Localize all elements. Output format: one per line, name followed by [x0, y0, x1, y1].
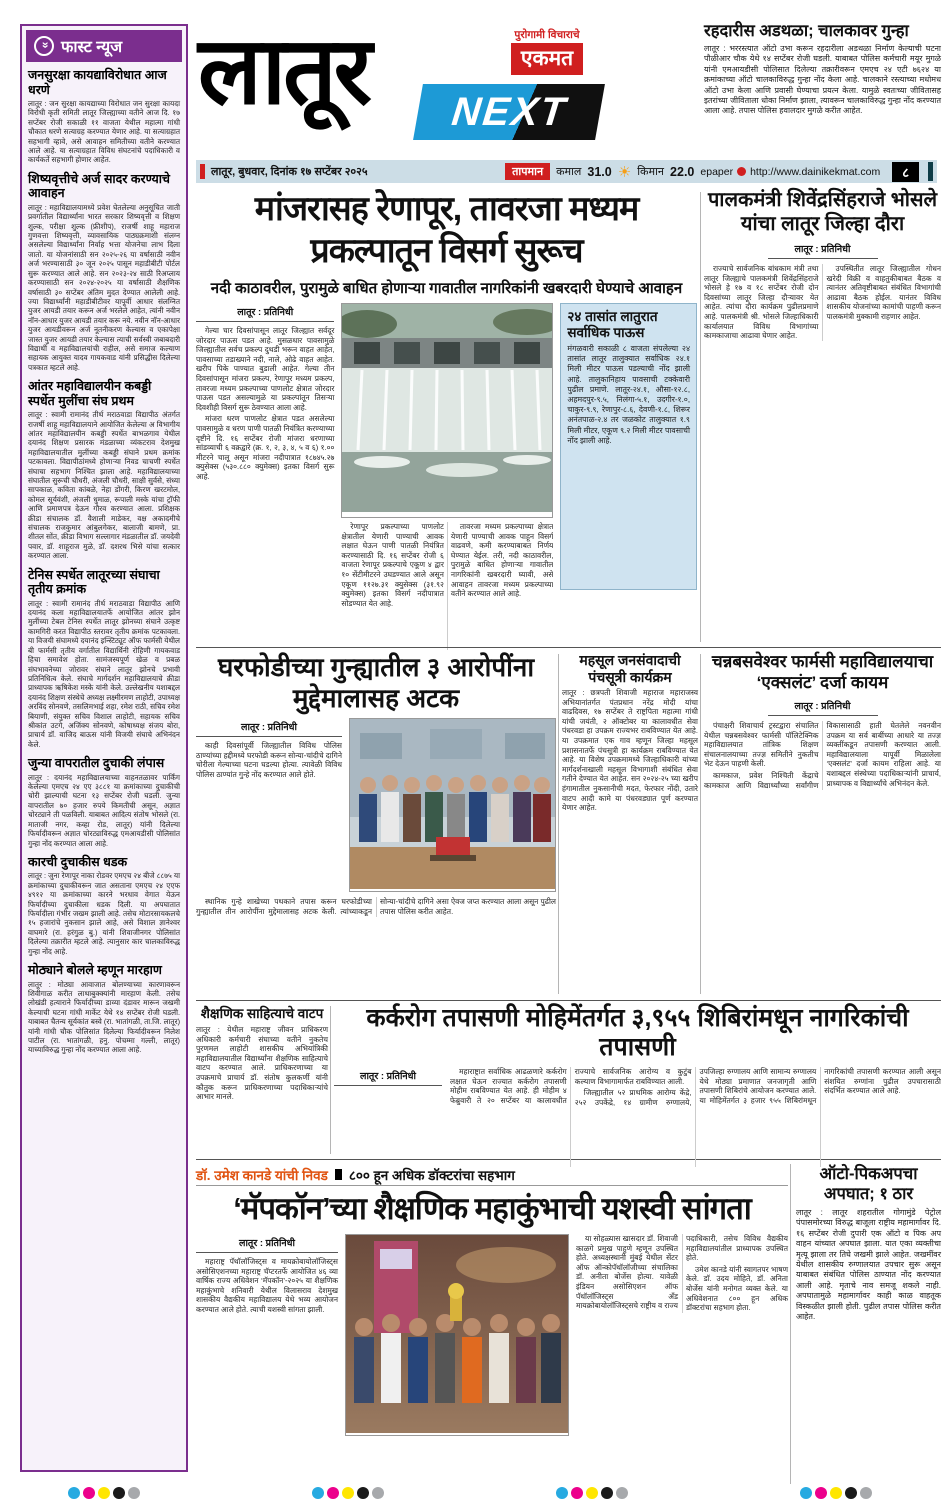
column-rule — [790, 1164, 791, 1484]
print-mark-dot — [68, 1487, 80, 1499]
fast-news-title: फास्ट न्यूज — [61, 39, 123, 56]
fast-news-header — [26, 30, 182, 62]
mapcon-ceremony-photo — [345, 1234, 569, 1436]
cancer-screening-article — [334, 1004, 941, 1156]
byline: लातूर : प्रतिनिधी — [334, 1067, 442, 1086]
article-body-bottom: स्थानिक गुन्हे शाखेच्या पथकाने तपास करून घरफोडीच्या गुन्ह्यातील तीन आरोपींना मुद्देमालासह अटक केली. त्यांच्याकडून सोन्या-चांदीचे दागिने असा ऐवज जप्त करण्यात आला असून पुढील तपास पोलिस करीत आहेत. — [196, 897, 556, 916]
article-headline: चन्नबसवेश्वर फार्मसी महाविद्यालयाचा ‘एक्सलंट’ दर्जा कायम — [711, 652, 934, 692]
article-title: आंतर महाविद्यालयीन कबड्डी स्पर्धेत मुलींचा संघ प्रथम — [28, 379, 152, 408]
article-headline: रहदारीस अडथळा; चालकावर गुन्हा — [704, 22, 909, 40]
print-mark-dot — [571, 1487, 583, 1499]
article-title: टेनिस स्पर्धेत लातूरच्या संघाचा तृतीय क्रमांक — [28, 567, 160, 597]
print-mark-dot — [556, 1487, 568, 1499]
dam-photo — [341, 303, 553, 518]
fast-news-article — [28, 568, 180, 750]
print-mark-dot — [128, 1487, 140, 1499]
byline: लातूर : प्रतिनिधी — [768, 697, 878, 716]
byline: लातूर : प्रतिनिधी — [768, 240, 878, 259]
brand-logo: एकमत — [511, 43, 583, 75]
article-body: लातूर : स्वामी रामानंद तीर्थ मराठवाडा विद्यापीठ आणि दयानंद कला महाविद्यालयातर्फे आयोजित आंतर झोन मुलींच्या टेबल टेनिस स्पर्धेत लातूर झोनच्या संघाने उत्कृष्ट कामगिरी करत विद्यापीठ स्तरावर तृतीय क्रमांक पटकावला. या विजयी संघामध्ये दयानंद इन्स्टिट्यूट ऑफ फार्मसी येथील बी फार्मसी तृतीय वर्गातील विद्यार्थिनी रोहिणी गायकवाड हिचा समावेश होता. सामंजस्यपूर्ण खेळ व प्रबळ संघभावनेच्या जोरावर संघाने लातूर झोनचे प्रभावी प्रतिनिधित्व केले. संघाचे मार्गदर्शन महाविद्यालयाचे क्रीडा प्राध्यापक ऋषिकेश मस्के यांनी केले. उल्लेखनीय यशाबद्दल दयानंद शिक्षण संस्थेचे अध्यक्ष लक्ष्मीरमण लाहोटी, उपाध्यक्ष अरविंद सोनवणे, तसलिमभाई शहा, रमेश राठी, सचिव रमेश बियाणी, संयुक्त सचिव विशाल लाहोटी, सहायक सचिव श्रीकांत उटगे, अजिंक्य सोनवणे, कोषाध्यक्ष संजय बोरा, प्राचार्य डॉ. वाजिद बाऊस यांनी विजयी संघाचे अभिनंदन केले. — [28, 598, 180, 749]
print-mark-dot — [312, 1487, 324, 1499]
article-title: कारची दुचाकीस धडक — [28, 854, 128, 869]
article-body: लातूर : भररस्त्यात ऑटो उभा करून रहदारीला अडथळा निर्माण केल्याची घटना पौळीआर चौक येथे १४ सप्टेंबर रोजी घडली. याबाबत पोलिस कर्मचारी मयूर मुगळे यांनी एमआयडीसी पोलिसात दिलेल्या तक्रारीवरून एमएच २४ एटी ७६२४ या क्रमांकाच्या ऑटो चालकाविरुद्ध गुन्हा नोंद केला आहे. चालकाने रस्त्याच्या मधोमध ऑटो उभा केला आणि प्रवासी घेण्याचा प्रयत्न केला. यामुळे स्वतःच्या जीवितासह इतरांच्या जीविताला धोका निर्माण झाला, त्यावरून चालकाविरुद्ध गुन्हा नोंद करण्यात आला आहे. तपास पोलिस हवालदार मुगळे करीत आहेत. — [704, 44, 941, 116]
sun-icon: ☀ — [617, 163, 632, 181]
column-rule — [700, 654, 701, 994]
masthead — [196, 20, 700, 158]
article-body: लातूर : येथील महाराष्ट्र जीवन प्राधिकरण अधिकारी कर्मचारी संघाच्या वतीने नुकतेच पुरणमल लाहोटी शासकीय अभियांत्रिकी महाविद्यालयातील विद्यार्थ्यांना शैक्षणिक साहित्याचे वाटप करण्यात आले. प्राधिकरणाच्या या उपक्रमाचे प्राचार्य डॉ. संतोष कुलकर्णी यांनी कौतुक करून प्राधिकरणाच्या पदाधिकाऱ्यांचे आभार मानले. — [196, 1025, 328, 1102]
article-body: महाराष्ट्रात सर्वाधिक आढळणारे कर्करोग लक्षात घेऊन राज्यात कर्करोग तपासणी मोहीम राबविण्यात येत आहे. ही मोहीम ४ फेब्रुवारी ते २० सप्टेंबर या कालावधीत राज्याचे सार्वजनिक आरोग्य व कुटुंब कल्याण विभागामार्फत राबविण्यात आली. जिल्ह्यातील ५२ प्राथमिक आरोग्य केंद्रे, २५२ उपकेंद्रे, १४ ग्रामीण रुग्णालये, उपजिल्हा रुग्णालय आणि सामान्य रुग्णालय येथे मोठ्या प्रमाणात जनजागृती आणि तपासणी शिबिरांचे आयोजन करण्यात आले. या मोहिमेंतर्गत ३ हजार ९५५ शिबिरांमधून नागरिकांची तपासणी करण्यात आली असून संशयित रुग्णांना पुढील उपचारासाठी संदर्भित करण्यात आले आहे. — [450, 1067, 941, 1107]
print-mark-dot — [830, 1487, 842, 1499]
print-marks-group — [68, 1487, 140, 1499]
print-mark-dot — [800, 1487, 812, 1499]
print-marks-group — [312, 1487, 384, 1499]
print-mark-dot — [815, 1487, 827, 1499]
newspaper-title: लातूर — [198, 18, 370, 123]
epaper-label: epaper — [700, 165, 734, 178]
brand-block — [488, 28, 606, 75]
article-headline: कर्करोग तपासणी मोहिमेंतर्गत ३,९५५ शिबिरांमधून नागरिकांची तपासणी — [366, 1004, 909, 1061]
min-temp-label: किमान — [637, 166, 665, 178]
double-chevron-icon: « — [34, 36, 54, 56]
lead-body-under-photo: रेणापूर प्रकल्पाच्या पाणलोट क्षेत्रातील येणारी पाण्याची आवक लक्षात घेऊन पाणी पातळी नियंत्रित करण्यासाठी दि. १६ सप्टेंबर रोजी ६ वाजता रेणापूर प्रकल्पाचे एकूण ४ द्वार १० सेंटीमीटरने उघडण्यात आले असून एकूण ११२७.३१ क्युसेक्स (३१.९२ क्युमेक्स) इतका विसर्ग नदीपात्रात सोडण्यात येत आहे. तावरजा मध्यम प्रकल्पाच्या क्षेत्रात येणारी पाण्याची आवक पाहून विसर्ग वाढवणे, कमी करण्याबाबत निर्णय घेण्यात येईल. तरी, नदी काठावरील, पुरामुळे बाधित होणाऱ्या गावातील नागरिकांनी खबरदारी घ्यावी, असे आवाहन तावरजा मध्यम प्रकल्पाच्या वतीने करण्यात आले आहे. — [341, 522, 554, 608]
column-rule — [558, 654, 559, 994]
min-temp-value: 22.0 — [670, 164, 695, 179]
auto-accident-article — [796, 1164, 941, 1486]
article-headline: महसूल जनसंवादाची पंचसूत्री कार्यक्रम — [579, 652, 681, 685]
article-body: पंचाक्षरी शिवाचार्य ट्रस्टद्वारा संचालित येथील चन्नबसवेश्वर फार्मसी पॉलिटेक्निक महाविद्यालयात तांत्रिक शिक्षण संचालनालयाच्या तज्ज्ञ समितीने नुकतीच भेट देऊन पाहणी केली. कामकाज, प्रवेश निश्चिती केंद्राचे कामकाज आणि विद्यार्थ्यांच्या सर्वांगीण विकासासाठी हाती घेतलेले नवनवीन उपक्रम या सर्व बाबींच्या आधारे या तज्ज्ञ व्यक्तींकडून तपासणी करण्यात आली. महाविद्यालयाला यापूर्वी मिळालेला ‘एक्सलंट’ दर्जा कायम राहिला आहे. या यशाबद्दल संस्थेच्या पदाधिकाऱ्यांनी प्राचार्य, प्राध्यापक व विद्यार्थ्यांचे अभिनंदन केले. — [704, 721, 941, 790]
school-material-article — [196, 1004, 328, 1156]
article-body: राज्याचे सार्वजनिक बांधकाम मंत्री तथा लातूर जिल्ह्याचे पालकमंत्री शिवेंद्रसिंहराजे भोसले हे १७ व १८ सप्टेंबर रोजी दोन दिवसांच्या लातूर जिल्हा दौऱ्यावर येत आहेत. त्यांचा दौरा कार्यक्रम पुढीलप्रमाणे आहे. पालकमंत्री श्री. भोसले जिल्हाधिकारी कार्यालयात विविध विभागांच्या कामकाजाचा आढावा घेणार आहेत. उपस्थितीत लातूर जिल्ह्यातील गोधन खरेदी विक्री व वाहतुकीबाबत बैठक व त्यानंतर अतिवृष्टीबाबत संबंधित विभागांची आढावा बैठक होईल. यानंतर विविध शासकीय योजनांच्या कामांची पाहणी करून पालकमंत्री मुक्कामी राहणार आहेत. — [704, 264, 941, 341]
article-body: लातूर : जुना रेणापूर नाका रोडवर एमएच २४ बीजे ८८७५ या क्रमांकाच्या दुचाकीवरून जात असताना एमएच २४ एएफ ४९१२ या क्रमांकाच्या कारने भरधाव वेगात येऊन फिर्यादीच्या दुचाकीला धडक दिली. या अपघातात फिर्यादीला गंभीर जखम झाली आहे. तसेच मोटारसायकलचे १५ हजारांचे नुकसान झाले आहे, असे विशाल ज्ञानेश्वर वाघमारे (रा. हरंगुळ बु.) यांनी शिवाजीनगर पोलिसांत दिलेल्या तक्रारीत म्हटले आहे. त्यानुसार कार चालकाविरुद्ध गुन्हा नोंद आहे. — [28, 871, 180, 956]
burglary-arrest-article — [196, 652, 556, 996]
column-rule — [330, 1006, 331, 1154]
print-mark-dot — [860, 1487, 872, 1499]
article-title: मोठ्याने बोलले म्हणून मारहाण — [28, 963, 162, 978]
article-body: लातूर : जन सुरक्षा कायद्याच्या विरोधात जन सुरक्षा कायदा विरोधी कृती समिती लातूर जिल्ह्याच्या वतीने आज दि. १७ सप्टेंबर रोजी सकाळी ११ वाजता येथील महात्मा गांधी चौकात धरणे सत्याग्रह करण्यात येणार आहे. या सत्याग्रहात सहभागी व्हावे, असे आवाहन समितीच्या वतीने करण्यात आले आहे. या सत्याग्रहात विविध संघटनांचे पदाधिकारी व कार्यकर्ते सहभागी होणार आहेत. — [28, 99, 180, 165]
print-mark-dot — [98, 1487, 110, 1499]
top-right-article — [704, 22, 941, 156]
epaper-link[interactable] — [700, 166, 880, 178]
print-mark-dot — [83, 1487, 95, 1499]
byline: लातूर : प्रतिनिधी — [196, 1234, 338, 1253]
lead-headline: मांजरासह रेणापूर, तावरजा मध्यम प्रकल्पातून विसर्ग सुरूच — [254, 190, 639, 270]
print-mark-dot — [616, 1487, 628, 1499]
article-body: लातूर : स्वामी रामानंद तीर्थ मराठवाडा विद्यापीठ अंतर्गत राजर्षी शाहू महाविद्यालयाने आयोजित केलेल्या अ विभागीय आंतर महाविद्यालयीन कबड्डी स्पर्धेत बाभळगाव येथील दयानंद शिक्षण प्रसारक मंडळाच्या व्यंकटराव देशमुख महाविद्यालयातील मुलींच्या कबड्डी संघाने प्रथम क्रमांक पटकावला. विद्यापीठांमध्ये होणाऱ्या निवड चाचणी स्पर्धेत संघाचा सहभाग निश्चित झाला आहे. महाविद्यालयाच्या संघातील सुरूची चौधरी, अंजली चौधरी, साक्षी सुर्वसे, संध्या सापकाळ, कविता कांबळे, नेहा डोंगरी, किरण खरटमोल, कोमल सूर्यवंशी, अंजली धुमाळ, रूपाली मस्के यांचा ट्रॉफी आणि प्रमाणपत्र देऊन गौरव करण्यात आला. प्रशिक्षक क्रीडा संचालक डॉ. वैशाली माडेकर, वक्ष अकादमीचे संचालक राजकुमार आंबुलगेकर, बालाजी बामणे, प्रा. शीतल सोंत, क्रीडा विभाग सल्लागार मंडळातील डॉ. जयदेवी पवार, डॉ. शाहूराज मुळे, डॉ. दशरथ भिसे यांचा सत्कार करण्यात आला. — [28, 410, 180, 561]
print-mark-dot — [113, 1487, 125, 1499]
epaper-url: http://www.dainikekmat.com — [750, 165, 881, 178]
lead-article — [196, 188, 697, 644]
print-mark-dot — [586, 1487, 598, 1499]
mapcon-kicker — [196, 1164, 788, 1186]
guardian-minister-article — [704, 188, 941, 644]
article-title: शिष्यवृत्तीचे अर्ज सादर करण्याचे आवाहन — [28, 171, 170, 201]
max-temp-value: 31.0 — [587, 164, 612, 179]
fast-news-article — [28, 756, 180, 848]
print-mark-dot — [845, 1487, 857, 1499]
print-mark-dot — [342, 1487, 354, 1499]
max-temp-label: कमाल — [556, 166, 582, 178]
bar-end-tick — [928, 162, 933, 181]
accused-group-photo — [349, 718, 556, 892]
kicker-rest: ८०० हून अधिक डॉक्टरांचा सहभाग — [348, 1167, 515, 1183]
print-mark-dot — [327, 1487, 339, 1499]
revenue-program-article — [562, 652, 698, 996]
dateline-bar — [196, 160, 937, 183]
article-body: लातूर : मोठ्या आवाजात बोलण्याच्या कारणावरून शिवीगाळ करीत लाथाबुक्क्यांनी मारहाण केली. तसेच लोखंडी हत्याराने फिर्यादीच्या डाव्या दंडावर मारून जखमी केल्याची घटना गांधी मार्केट येथे १४ सप्टेंबर रोजी घडली. याबाबत चैतन्य सूर्यकांत बस्वे (रा. भातांगळी, ता.जि. लातूर) यांनी गांधी चौक पोलिसांत दिलेल्या फिर्यादीवरून निलेश पाटील (रा. भातांगळी, हनु. पोचम्मा गल्ली, लातूर) याच्याविरुद्ध गुन्हा नोंद करण्यात आला आहे. — [28, 979, 180, 1055]
article-body: लातूर : दयानंद महाविद्यालयाच्या वाहनतळावर पार्किंग केलेल्या एमएच २४ एए ३८८१ या क्रमांकाच्या दुचाकीची चोरी झाल्याची घटना १३ सप्टेंबर रोजी घडली. जुन्या वापरातील ७० हजार रुपये किमतीची असून, अज्ञात चोरट्याने ती पळविली. याबाबत आदित्य संतोष भोसले (रा. माताजी नगर, कव्हा रोड, लातूर) यांनी दिलेल्या फिर्यादीवरून अज्ञात चोरट्याविरुद्ध एमआयडीसी पोलिसांत गुन्हा नोंद करण्यात आला आहे. — [28, 772, 180, 848]
byline: लातूर : प्रतिनिधी — [196, 303, 334, 322]
print-mark-dot — [372, 1487, 384, 1499]
article-title: जनसुरक्षा कायद्याविरोधात आज धरणे — [28, 68, 167, 97]
section-divider — [196, 1000, 941, 1001]
temperature-label: तापमान — [505, 163, 550, 180]
print-mark-dot — [357, 1487, 369, 1499]
article-body-col1: महाराष्ट्र पॅथॉलॉजिस्ट्स व मायक्रोबायोलॉजिस्ट्स असोसिएशनच्या महाराष्ट्र चॅप्टरतर्फे आयोजित ४६ व्या वार्षिक राज्य अधिवेशन ‘मॅपकॉन’-२०२५ या शैक्षणिक महाकुंभाचे शनिवारी येथील विलासराव देशमुख शासकीय वैद्यकीय महाविद्यालय येथे भव्य आयोजन करण्यात आले होते. त्याची यशस्वी सांगता झाली. — [196, 1257, 338, 1314]
print-marks-group — [800, 1487, 872, 1499]
article-headline: ‘मॅपकॉन’च्या शैक्षणिक महाकुंभाची यशस्वी सांगता — [233, 1191, 751, 1226]
column-rule — [700, 192, 701, 642]
page-number: ८ — [892, 162, 919, 182]
fast-news-article — [28, 379, 180, 561]
article-headline: घरफोडीच्या गुन्ह्यातील ३ आरोपींना मुद्देमालासह अटक — [217, 652, 535, 713]
date-text: लातूर, बुधवार, दिनांक १७ सप्टेंबर २०२५ — [211, 166, 368, 178]
article-headline: पालकमंत्री शिवेंद्रसिंहराजे भोसले यांचा लातूर जिल्हा दौरा — [707, 189, 938, 235]
epaper-icon — [737, 167, 746, 176]
fast-news-column — [20, 24, 188, 1472]
next-logo-text: NEXT — [449, 89, 569, 134]
brand-tagline: पुरोगामी विचाराचे — [514, 29, 580, 41]
pharmacy-college-article — [704, 652, 941, 996]
byline: लातूर : प्रतिनिधी — [196, 718, 342, 737]
article-title: जुन्या वापरातील दुचाकी लंपास — [28, 756, 165, 771]
info-box-title: २४ तासांत लातुरात सर्वाधिक पाऊस — [567, 309, 658, 340]
article-body: लातूर : महाविद्यालयामध्ये प्रवेश घेतलेल्या अनुसूचित जाती प्रवर्गातील विद्यार्थ्यांना भारत सरकार शिष्यवृत्ती व शिक्षण शुल्क, परीक्षा शुल्क (फ्रीशीप), राजर्षी शाहू महाराज गुणवत्ता शिष्यवृत्ती, व्यावसायिक पाठ्यक्रमाशी संलग्न असलेल्या विद्यार्थ्यांना निर्वाह भत्ता योजनेचा लाभ दिला जातो. या योजनांसाठी सन २०२५-२६ या वर्षासाठी नवीन अर्ज भरण्यासाठी ३० जून २०२५ पासून महाडीबीटी पोर्टल सुरू करण्यात आले आहे. सन २०२३-२४ साठी रिअप्लाय करण्यासाठी सन २०२४-२०२५ या वर्षासाठी शैक्षणिक वर्षासाठी ३० सप्टेंबर अंतिम मुदत देण्यात आलेली आहे. ज्या विद्यार्थ्यांनी महाडीबीटीवर यापूर्वी आधार संलग्नित युजर आयडी तयार करून अर्ज भरलेले आहेत, त्यांनी नवीन नॉन-आधार युजर आयडी तयार करू नये. नवीन नॉन-आधार युजर आयडीवरून अर्ज नूतनीकरण केल्यास व एकापेक्षा जास्त युजर आयडी तयार केल्यास त्याची सर्वस्वी जबाबदारी विद्यार्थी व महाविद्यालयांची राहील, असे समाज कल्याण सहायक आयुक्त यादव गायकवाड यांनी प्रसिद्धीस दिलेल्या पत्रकात म्हटले आहे. — [28, 202, 180, 372]
article-body-col1: काही दिवसांपूर्वी जिल्ह्यातील विविध पोलिस ठाण्यांच्या हद्दीमध्ये घरफोडी करून सोन्या-चांदीचे दागिने चोरीला गेल्याच्या घटना घडल्या होत्या. त्यावेळी विविध पोलिस ठाण्यांत गुन्हे नोंद करण्यात आले होते. — [196, 741, 342, 779]
article-body-right: या सोहळ्यास खासदार डॉ. शिवाजी काळगे प्रमुख पाहुणे म्हणून उपस्थित होते. अध्यक्षस्थानी मुंबई येथील सेंटर ऑफ ऑन्कोपॅथॉलॉजीच्या संचालिका डॉ. अनीता बोर्जेस होत्या. यावेळी इंडियन असोसिएशन ऑफ पॅथॉलॉजिस्ट्स अँड मायक्रोबायोलॉजिस्ट्सचे राष्ट्रीय व राज्य पदाधिकारी, तसेच विविध वैद्यकीय महाविद्यालयांतील प्राध्यापक उपस्थित होते. उमेश कानडे यांनी स्वागतपर भाषण केले. डॉ. उदय मोहिते, डॉ. अनिता बोर्जेस यांनी मनोगत व्यक्त केले. या अधिवेशनात ८०० हून अधिक डॉक्टरांचा सहभाग होता. — [576, 1234, 788, 1313]
lead-body-col1: गेल्या चार दिवसांपासून लातूर जिल्ह्यात सर्वदूर जोरदार पाऊस पडत आहे. मुसळधार पावसामुळे जिल्ह्यातील सर्वच प्रकल्प दुथडी भरून वाहत आहेत, पावसाच्या तडाख्याने नदी, नाले, ओढे वाहत आहेत. खरीप पिके पाण्यात बुडाली आहेत. गेल्या तीन दिवसांपासून मांजरा प्रकल्प, रेणापूर मध्यम प्रकल्प, तावरजा मध्यम प्रकल्पाच्या पाणलोट क्षेत्रात जोरदार पाऊस पडत असल्यामुळे या प्रकल्पांतून तिसऱ्या दिवशीही विसर्ग सुरू ठेवण्यात आला आहे. मांजरा धरण पाणलोट क्षेत्रात पडत असलेल्या पावसामुळे व धरण पाणी पातळी नियंत्रित करण्याच्या दृष्टीने दि. १६ सप्टेंबर रोजी मांजरा धरणाच्या सांडव्याची ६ वक्रद्वारे (क्र. १, २, ३, ४, ५ व ६) १.०० मीटरने चालू असून मांजरा नदीपात्रात १८७४५.२७ क्युसेक्स (५३०.८८० क्युमेक्स) इतका विसर्ग सुरू आहे. — [196, 326, 335, 481]
print-marks-group — [556, 1487, 628, 1499]
fast-news-article — [28, 68, 180, 165]
print-mark-dot — [601, 1487, 613, 1499]
article-headline: ऑटो-पिकअपचा अपघात; १ ठार — [819, 1165, 918, 1203]
article-headline: शैक्षणिक साहित्याचे वाटप — [200, 1006, 324, 1021]
kicker-separator-square — [335, 1169, 342, 1180]
article-body: लातूर : लातूर शहरातील गोगामुंडे पेट्रोल पंपासमोरच्या विरुद्ध बाजूला राष्ट्रीय महामार्गावर दि. १६ सप्टेंबर रोजी दुपारी एक ऑटो व पिक अप वाहन यांच्यात अपघात झाला. यात एका व्यक्तीचा मृत्यू झाला तर तिघे जखमी झाले आहेत. जखमींवर येथील शासकीय रुग्णालयात उपचार सुरू असून याबाबत संबंधित पोलिस ठाण्यात नोंद करण्यात आली आहे. मृताचे नाव समजू शकले नाही. अपघातामुळे महामार्गावर काही काळ वाहतूक विस्कळीत झाली होती. पुढील तपास पोलिस करीत आहेत. — [796, 1208, 941, 1322]
info-box-body: मंगळवारी सकाळी ८ वाजता संपलेल्या २४ तासांत लातूर तालुक्यात सर्वाधिक २४.१ मिली मीटर पाऊस पडल्याची नोंद झाली आहे. तालुकानिहाय पावसाची टक्केवारी पुढील प्रमाणे. लातूर-२४.१, औसा-१२.८, अहमदपुर-९.५, निलंगा-५.१, उदगीर-१.०, चाकुर-९.९, रेणापुर-८.६, देवणी-१.८, शिरूर अनंतपाळ-२.४ तर जळकोट तालुक्यात १.९ मिली मीटर, एकूण ९.२ मिली मीटर पावसाची नोंद झाली आहे. — [567, 344, 690, 445]
rainfall-info-box — [560, 303, 697, 590]
fast-news-article — [28, 172, 180, 372]
lead-subhead: नदी काठावरील, पुरामुळे बाधित होणाऱ्या गावातील नागरिकांनी खबरदारी घेण्याचे आवाहन — [210, 280, 683, 297]
next-logo — [413, 84, 605, 140]
red-accent-chip — [200, 164, 205, 179]
kicker-highlight: डॉ. उमेश कानडे यांची निवड — [196, 1167, 328, 1183]
section-divider — [196, 647, 941, 648]
fast-news-article — [28, 963, 180, 1055]
article-body: लातूर : छत्रपती शिवाजी महाराज महाराजस्व अभियानांतर्गत पंतप्रधान नरेंद्र मोदी यांचा वाढदिवस, १७ सप्टेंबर ते राष्ट्रपिता महात्मा गांधी यांची जयंती, २ ऑक्टोबर या कालावधीत सेवा पंधरवडा हा उपक्रम राज्यभर राबविण्यात येत आहे. या उपक्रमात एक गाव म्हणून जिल्हा महसूल प्रशासनातर्फे पंचसूत्री हा कार्यक्रम राबविण्यात येत आहे. या विशेष उपक्रमामध्ये जिल्हाधिकारी यांच्या मार्गदर्शनाखाली महसूल विभागाशी संबंधित सेवा गतीने देण्यात येत आहेत. सन २०२४-२५ च्या खरीप हंगामातील नुकसानीची मदत, फेरफार नोंदी, उतारे वाटप आदी कामे या पंधरवड्यात पूर्ण करण्यात येणार आहेत. — [562, 688, 698, 813]
fast-news-article — [28, 855, 180, 956]
mapcon-article — [196, 1190, 788, 1486]
